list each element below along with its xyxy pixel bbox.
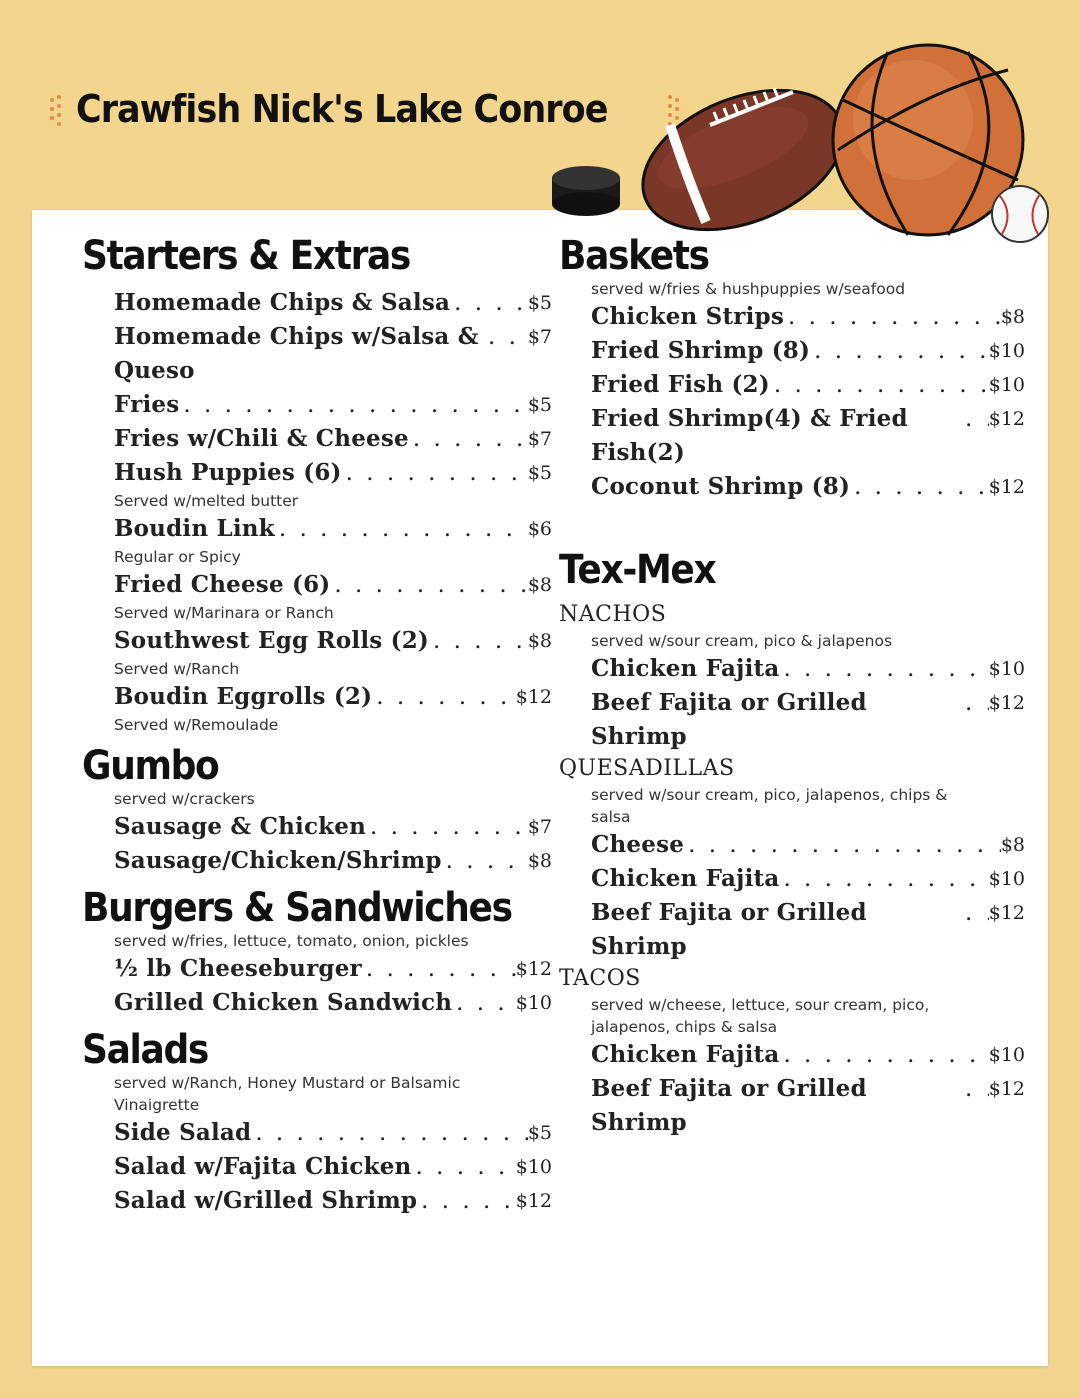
item-name: Grilled Chicken Sandwich (114, 989, 453, 1016)
item-name: Coconut Shrimp (8) (591, 473, 851, 500)
item-price: $12 (988, 692, 1025, 714)
item-price: $6 (527, 518, 552, 540)
item-price: $10 (988, 868, 1025, 890)
item-price: $10 (515, 1156, 552, 1178)
baseball-icon (992, 186, 1048, 242)
item-price: $7 (527, 428, 552, 450)
item-name: Fried Fish (2) (591, 371, 770, 398)
section-note: served w/crackers (114, 790, 255, 808)
dot-leader (779, 862, 988, 896)
item-name: Fried Shrimp(4) & Fried Fish(2) (591, 405, 908, 466)
item-name: Chicken Fajita (591, 865, 780, 892)
menu-item (82, 422, 552, 456)
item-name: Homemade Chips & Salsa (114, 289, 451, 316)
item-note: Served w/Marinara or Ranch (114, 604, 334, 622)
item-name: Side Salad (114, 1119, 252, 1146)
item-note: Served w/Remoulade (114, 716, 279, 734)
dot-leader (179, 388, 527, 422)
dot-leader (450, 286, 528, 320)
dot-leader (342, 456, 528, 490)
item-price: $12 (988, 1078, 1025, 1100)
item-name: Fried Shrimp (8) (591, 337, 811, 364)
section-note: served w/fries, lettuce, tomato, onion, pickles (114, 932, 469, 950)
menu-item (82, 456, 552, 490)
item-price: $10 (988, 340, 1025, 362)
dot-leader (961, 686, 989, 720)
item-name: Homemade Chips w/Salsa & Queso (114, 323, 479, 384)
dot-leader (409, 422, 528, 456)
item-name: Southwest Egg Rolls (2) (114, 627, 429, 654)
dot-leader (362, 952, 516, 986)
dot-leader (330, 568, 527, 602)
dot-leader (366, 810, 528, 844)
dot-leader (484, 320, 528, 354)
item-price: $10 (988, 374, 1025, 396)
item-name: Cheese (591, 831, 685, 858)
item-name: ½ lb Cheeseburger (114, 955, 362, 982)
item-note: Served w/melted butter (114, 492, 299, 510)
item-name: Beef Fajita or Grilled Shrimp (591, 1075, 867, 1136)
section-title: Salads (82, 1027, 208, 1073)
right-column (559, 234, 1025, 1140)
item-price: $12 (988, 408, 1025, 430)
menu-item (82, 844, 552, 878)
item-name: Hush Puppies (6) (114, 459, 342, 486)
section-note: served w/fries & hushpuppies w/seafood (591, 280, 906, 298)
sports-balls-illustration (548, 30, 1058, 250)
menu-item (559, 1038, 1025, 1072)
item-name: Fried Cheese (6) (114, 571, 331, 598)
menu-item (559, 368, 1025, 402)
item-price: $5 (527, 462, 552, 484)
item-price: $12 (988, 476, 1025, 498)
item-name: Fries w/Chili & Cheese (114, 425, 409, 452)
section-title: Gumbo (82, 743, 219, 789)
dot-leader (784, 300, 1001, 334)
menu-item (82, 320, 552, 388)
item-price: $7 (527, 816, 552, 838)
group-label: NACHOS (559, 602, 667, 627)
dot-leader (442, 844, 528, 878)
item-price: $10 (988, 658, 1025, 680)
menu-item (82, 810, 552, 844)
menu-item (82, 286, 552, 320)
item-name: Salad w/Grilled Shrimp (114, 1187, 418, 1214)
menu-item (82, 1184, 552, 1218)
menu-item (559, 652, 1025, 686)
menu-item (82, 624, 552, 658)
item-name: Beef Fajita or Grilled Shrimp (591, 899, 867, 960)
item-price: $12 (988, 902, 1025, 924)
section-note: served w/Ranch, Honey Mustard or Balsamic Vinaigrette (114, 1074, 461, 1114)
item-name: Beef Fajita or Grilled Shrimp (591, 689, 867, 750)
dot-leader (779, 1038, 988, 1072)
menu-item (82, 680, 552, 714)
item-price: $8 (1000, 834, 1025, 856)
section-title: Baskets (559, 233, 709, 279)
group-label: QUESADILLAS (559, 756, 735, 781)
menu-item (559, 862, 1025, 896)
group-label: TACOS (559, 966, 641, 991)
hockey-puck-icon (552, 166, 620, 216)
menu-item (82, 512, 552, 546)
item-note: Served w/Ranch (114, 660, 240, 678)
menu-item (559, 828, 1025, 862)
item-price: $8 (527, 850, 552, 872)
menu-item (559, 1072, 1025, 1140)
menu-item (82, 1116, 552, 1150)
item-price: $12 (515, 958, 552, 980)
item-name: Sausage/Chicken/Shrimp (114, 847, 442, 874)
football-icon (622, 63, 863, 250)
dot-leader (961, 402, 989, 436)
item-price: $10 (988, 1044, 1025, 1066)
dot-leader (779, 652, 988, 686)
dot-leader (770, 368, 989, 402)
section-title: Starters & Extras (82, 233, 411, 279)
menu-item (82, 986, 552, 1020)
item-price: $12 (515, 686, 552, 708)
menu-item (559, 686, 1025, 754)
menu-sheet (32, 210, 1048, 1366)
dot-leader (961, 1072, 989, 1106)
page-title: Crawfish Nick's Lake Conroe (76, 87, 608, 131)
item-name: Boudin Link (114, 515, 275, 542)
item-name: Sausage & Chicken (114, 813, 367, 840)
item-price: $8 (1000, 306, 1025, 328)
item-price: $5 (527, 1122, 552, 1144)
menu-item (82, 1150, 552, 1184)
menu-item (559, 470, 1025, 504)
item-price: $5 (527, 292, 552, 314)
dot-leader (452, 986, 516, 1020)
dot-leader (411, 1150, 515, 1184)
item-price: $10 (515, 992, 552, 1014)
group-note: served w/sour cream, pico, jalapenos, chips & salsa (591, 786, 948, 826)
menu-item (559, 334, 1025, 368)
dot-leader (251, 1116, 528, 1150)
item-price: $8 (527, 630, 552, 652)
menu-item (82, 568, 552, 602)
dot-leader (417, 1184, 516, 1218)
menu-item (559, 402, 1025, 470)
group-note: served w/sour cream, pico & jalapenos (591, 632, 893, 650)
menu-item (82, 952, 552, 986)
item-name: Boudin Eggrolls (2) (114, 683, 373, 710)
dot-leader (961, 896, 989, 930)
left-column (82, 234, 552, 1218)
dots-ornament-left (48, 92, 64, 126)
item-price: $5 (527, 394, 552, 416)
section-title: Burgers & Sandwiches (82, 885, 512, 931)
dot-leader (850, 470, 989, 504)
item-price: $12 (515, 1190, 552, 1212)
item-name: Chicken Strips (591, 303, 784, 330)
dot-leader (810, 334, 989, 368)
dot-leader (684, 828, 1001, 862)
item-name: Salad w/Fajita Chicken (114, 1153, 412, 1180)
item-price: $7 (527, 326, 552, 348)
menu-item (559, 300, 1025, 334)
section-title: Tex-Mex (559, 547, 716, 593)
dot-leader (429, 624, 528, 658)
item-price: $8 (527, 574, 552, 596)
dot-leader (372, 680, 516, 714)
dot-leader (275, 512, 528, 546)
item-name: Chicken Fajita (591, 655, 780, 682)
item-name: Fries (114, 391, 180, 418)
item-name: Chicken Fajita (591, 1041, 780, 1068)
menu-item (82, 388, 552, 422)
menu-item (559, 896, 1025, 964)
item-note: Regular or Spicy (114, 548, 241, 566)
group-note: served w/cheese, lettuce, sour cream, pico, jalapenos, chips & salsa (591, 996, 930, 1036)
